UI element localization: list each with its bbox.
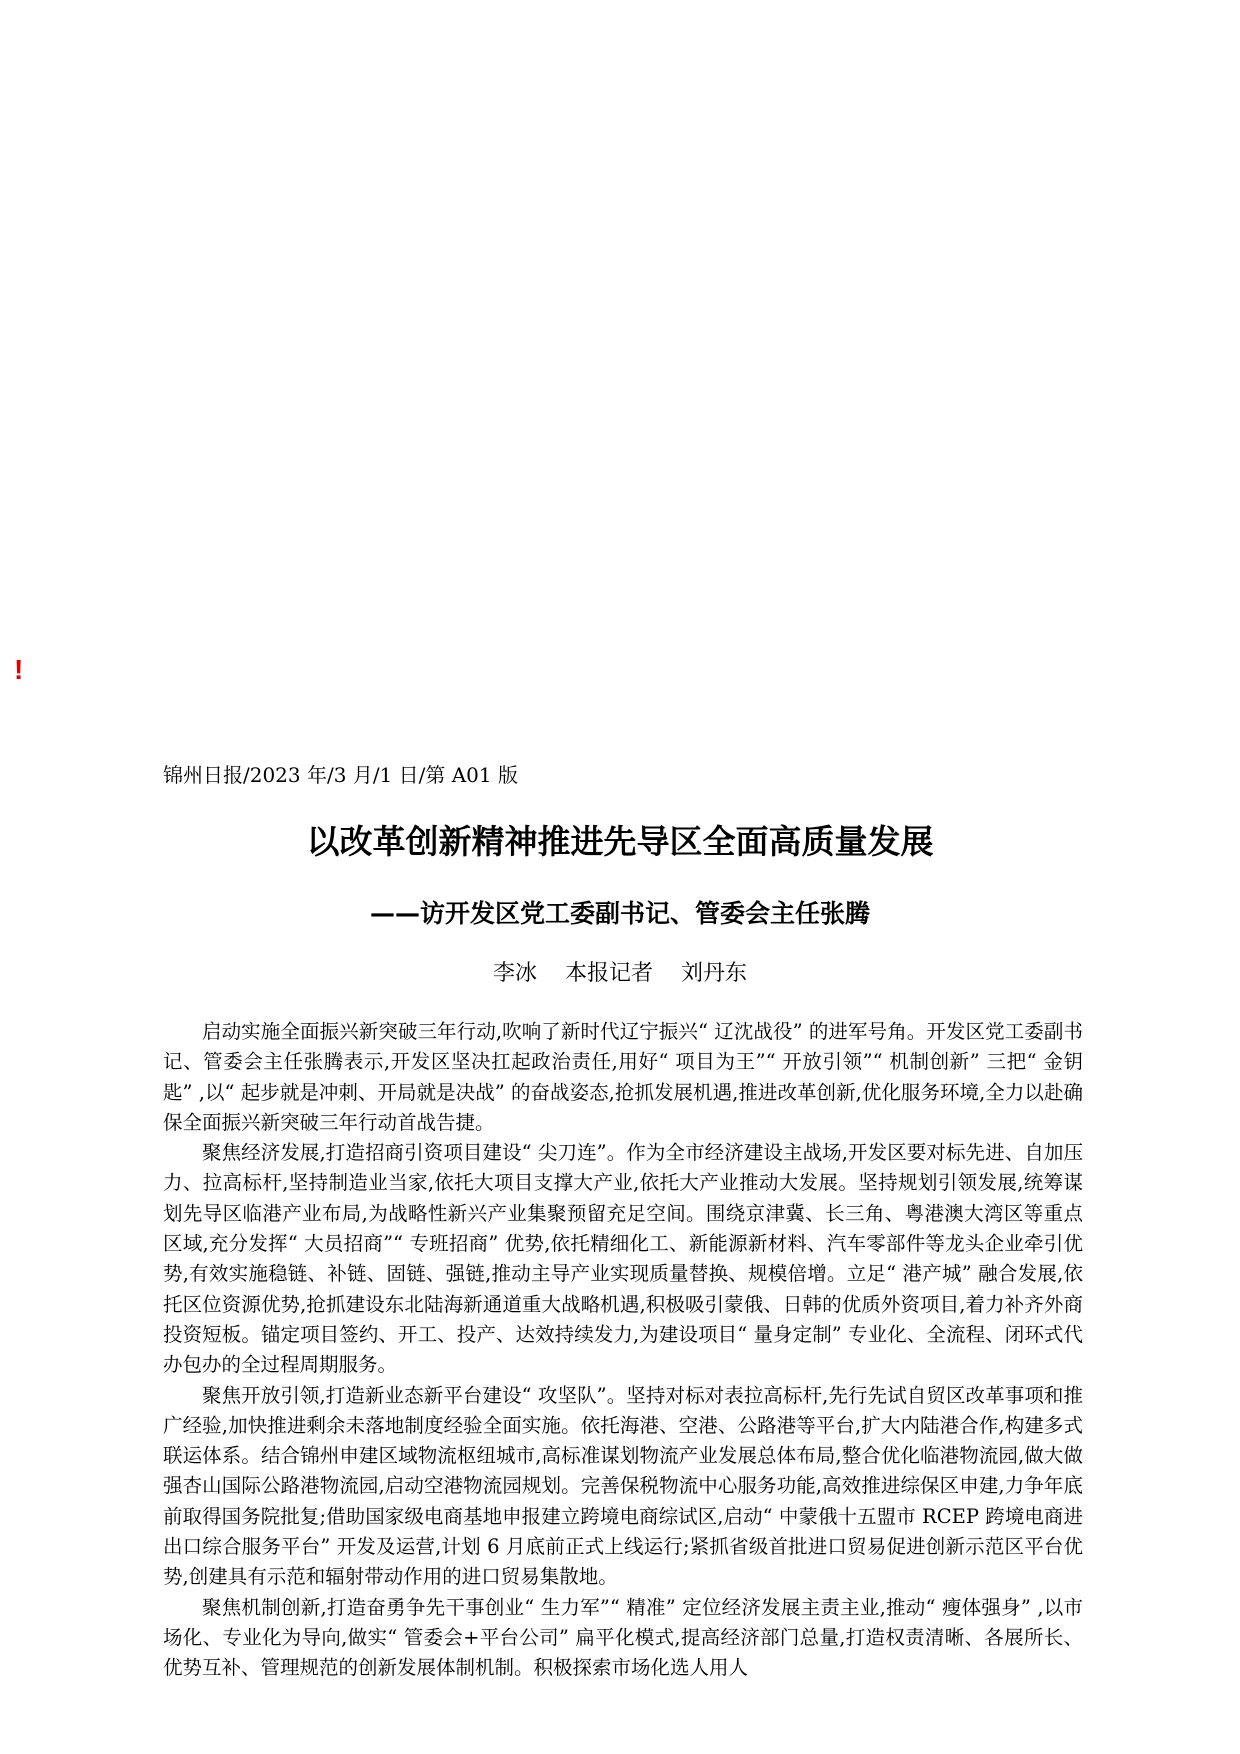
source-line: 锦州日报/2023 年/3 月/1 日/第 A01 版 <box>163 763 518 787</box>
red-exclamation-mark: ! <box>14 654 24 685</box>
paragraph: 聚焦经济发展,打造招商引资项目建设“ 尖刀连”。作为全市经济建设主战场,开发区要对标先进、自加压力、拉高标杆,坚持制造业当家,依托大项目支撑大产业,依托大产业推动大发展。坚持规划引领发展,统筹谋划先导区临港产业布局,为战略性新兴产业集聚预留充足空间。围绕京津冀、长三角、粤港澳大湾区等重点区域,充分发挥“ 大员招商”“ 专班招商” 优势,依托精细化工、新能源新材料、汽车零部件等龙头企业牵引优势,有效实施稳链、补链、固链、强链,推动主导产业实现质量替换、规模倍增。立足“ 港产城” 融合发展,依托区位资源优势,抢抓建设东北陆海新通道重大战略机遇,积极吸引蒙俄、日韩的优质外资项目,着力补齐外商投资短板。锚定项目签约、开工、投产、达效持续发力,为建设项目“ 量身定制” 专业化、全流程、闭环式代办包办的全过程周期服务。 <box>163 1141 1083 1377</box>
paragraph: 启动实施全面振兴新突破三年行动,吹响了新时代辽宁振兴“ 辽沈战役” 的进军号角。开发区党工委副书记、管委会主任张腾表示,开发区坚决扛起政治责任,用好“ 项目为王”“ 开放引领”“ 机制创新” 三把“ 金钥匙” ,以“ 起步就是冲刺、开局就是决战” 的奋战姿态,抢抓发展机遇,推进改革创新,优化服务环境,全力以赴确保全面振兴新突破三年行动首战告捷。 <box>163 1020 1083 1134</box>
byline: 李冰 本报记者 刘丹东 <box>493 961 747 986</box>
article-title: 以改革创新精神推进先导区全面高质量发展 <box>306 822 934 861</box>
paragraph: 聚焦开放引领,打造新业态新平台建设“ 攻坚队”。坚持对标对表拉高标杆,先行先试自贸区改革事项和推广经验,加快推进剩余未落地制度经验全面实施。依托海港、空港、公路港等平台,扩大内陆港合作,构建多式联运体系。结合锦州申建区域物流枢纽城市,高标准谋划物流产业发展总体布局,整合优化临港物流园,做大做强杏山国际公路港物流园,启动空港物流园规划。完善保税物流中心服务功能,高效推进综保区申建,力争年底前取得国务院批复;借助国家级电商基地申报建立跨境电商综试区,启动“ 中蒙俄十五盟市 RCEP 跨境电商进出口综合服务平台” 开发及运营,计划 6 月底前正式上线运行;紧抓省级首批进口贸易促进创新示范区平台优势,创建具有示范和辐射带动作用的进口贸易集散地。 <box>163 1383 1083 1589</box>
paragraph: 聚焦机制创新,打造奋勇争先干事创业“ 生力军”“ 精准” 定位经济发展主责主业,推动“ 瘦体强身” ,以市场化、专业化为导向,做实“ 管委会+平台公司” 扁平化模式,提高经济部门总量,打造权责清晰、各展所长、优势互补、管理规范的创新发展体制机制。积极探索市场化选人用人 <box>163 1595 1083 1680</box>
article-subtitle: ——访开发区党工委副书记、管委会主任张腾 <box>369 899 870 928</box>
article-body <box>163 1017 1083 1684</box>
